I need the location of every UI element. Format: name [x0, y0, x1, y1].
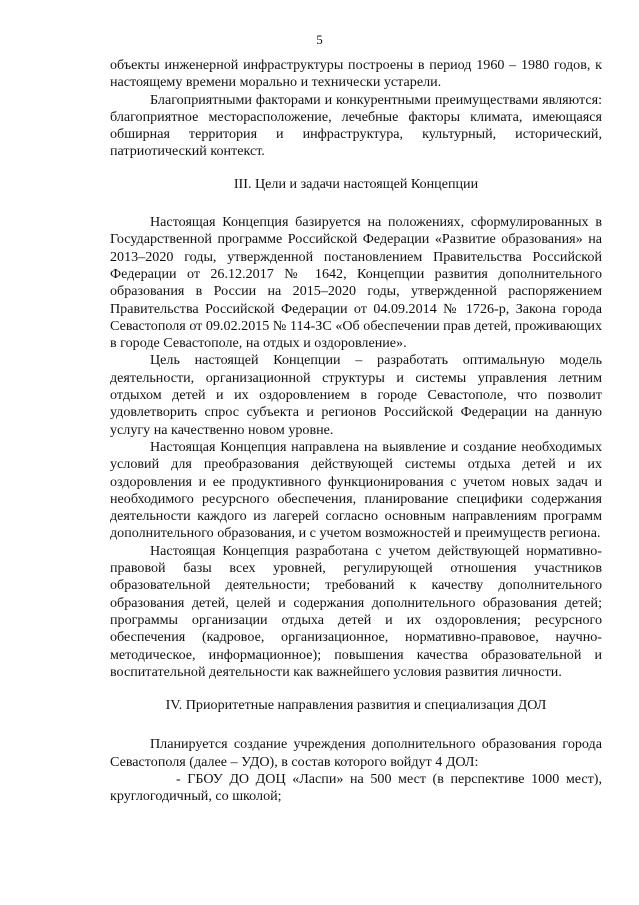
spacer	[110, 681, 602, 697]
page-number: 5	[316, 32, 323, 47]
paragraph-basis: Настоящая Концепция базируется на положениях, сформулированных в Государственной программе Российской Федерации «Развитие образования» на 2013–2020 годы, утвержденной постановлением Правительства Российской Федерации от 26.12.2017 № 1642, Концепции развития дополнительного образования в России на 2015–2020 годы, утвержденной распоряжением Правительства Российской Федерации от 04.09.2014 № 1726-р, Закона города Севастополя от 09.02.2015 № 114-ЗС «Об обеспечении прав детей, проживающих в городе Севастополе, на отдых и оздоровление».	[110, 214, 602, 352]
section-heading-goals: III. Цели и задачи настоящей Концепции	[233, 175, 479, 192]
paragraph-advantages: Благоприятными факторами и конкурентными преимуществами являются: благоприятное месторасположение, лечебные факторы климата, имеющаяся обширная территория и инфраструктура, культурный, исторический, патриотический контекст.	[110, 91, 602, 160]
section-heading-priorities: IV. Приоритетные направления развития и специализация ДОЛ	[165, 697, 547, 714]
spacer	[110, 161, 602, 176]
paragraph-continuation: объекты инженерной инфраструктуры построены в период 1960 – 1980 годов, к настоящему времени морально и технически устарели.	[110, 57, 602, 91]
paragraph-direction: Настоящая Концепция направлена на выявление и создание необходимых условий для преобразования действующей системы отдыха детей и их оздоровления и ее продуктивного функционирования с учетом новых задач и необходимого ресурсного обеспечения, планирование специфики содержания деятельности каждого из лагерей согласно основным направлениям программ дополнительного образования, и с учетом возможностей и преимуществ региона.	[110, 438, 602, 542]
paragraph-goal: Цель настоящей Концепции – разработать оптимальную модель деятельности, организационной структуры и системы управления летним отдыхом детей и их оздоровлением в городе Севастополе, что позволит удовлетворить спрос субъекта и регионов Российской Федерации на данную услугу на качественно новом уровне.	[110, 352, 602, 438]
list-item-laspi: - ГБОУ ДО ДОЦ «Ласпи» на 500 мест (в перспективе 1000 мест), круглогодичный, со школой;	[110, 770, 602, 805]
document-body	[110, 57, 602, 806]
spacer	[110, 714, 602, 736]
spacer	[110, 193, 602, 214]
paragraph-plan: Планируется создание учреждения дополнительного образования города Севастополя (далее – УДО), в состав которого войдут 4 ДОЛ:	[110, 736, 602, 770]
paragraph-regulatory: Настоящая Концепция разработана с учетом действующей нормативно-правовой базы всех уровней, регулирующей отношения участников образовательной деятельности; требований к качеству дополнительного образования детей, целей и содержания дополнительного образования детей; программы организации отдыха детей и их оздоровления; ресурсного обеспечения (кадровое, организационное, нормативно-правовое, научно-методическое, информационное); повышения качества образовательной и воспитательной деятельности как важнейшего условия развития личности.	[110, 542, 602, 680]
